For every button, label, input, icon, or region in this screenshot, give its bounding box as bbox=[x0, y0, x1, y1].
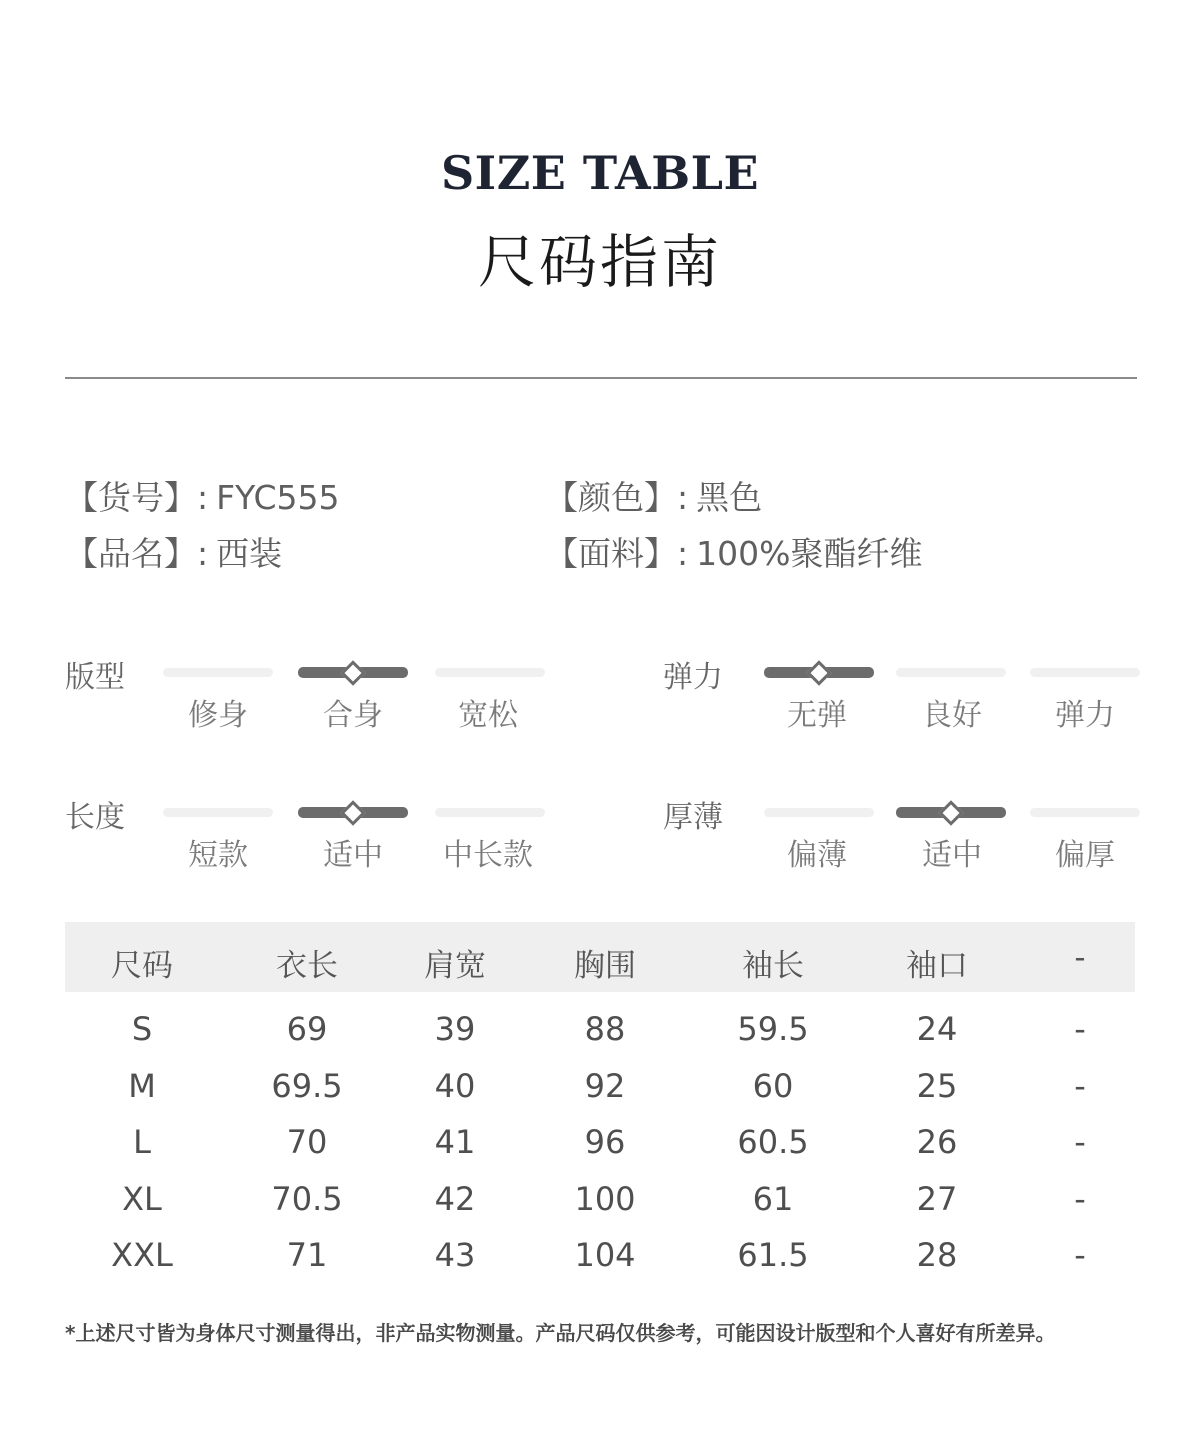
size-table-header-cell: 尺码 bbox=[111, 948, 173, 984]
metric-label: 厚薄 bbox=[663, 800, 723, 835]
size-table-cell: - bbox=[1074, 1010, 1086, 1048]
size-table-cell: - bbox=[1074, 1066, 1086, 1105]
size-table-cell: S bbox=[131, 1010, 153, 1048]
size-table-header-cell: - bbox=[1074, 940, 1086, 976]
size-table-cell: M bbox=[128, 1066, 156, 1105]
metric-option-label: 修身 bbox=[188, 698, 248, 733]
size-table-cell: 42 bbox=[434, 1179, 476, 1218]
info-item-no-key: 【货号】: bbox=[65, 478, 209, 517]
size-table-cell: 60.5 bbox=[737, 1123, 809, 1161]
size-table-cell: L bbox=[133, 1123, 151, 1161]
metric-indicator-selected bbox=[298, 807, 408, 818]
metric-label: 版型 bbox=[65, 660, 125, 695]
metric-indicator bbox=[896, 668, 1006, 677]
metric-option-label: 中长款 bbox=[443, 838, 533, 873]
info-fabric bbox=[545, 528, 922, 575]
size-table-header-cell: 袖长 bbox=[742, 948, 804, 984]
metric-indicator bbox=[1030, 668, 1140, 677]
metric-option-label: 宽松 bbox=[458, 698, 518, 733]
size-table-row bbox=[65, 1228, 1135, 1284]
info-fabric-key: 【面料】: bbox=[545, 534, 689, 573]
size-table-header-cell: 衣长 bbox=[276, 948, 338, 984]
size-table-cell: 69.5 bbox=[271, 1066, 343, 1105]
size-table-cell: 40 bbox=[434, 1066, 476, 1105]
title-zh: 尺码指南 bbox=[477, 228, 722, 296]
size-table-cell: 60 bbox=[752, 1066, 794, 1105]
info-name-key: 【品名】: bbox=[65, 534, 209, 573]
size-table-row bbox=[65, 1002, 1135, 1058]
metric-option-label: 偏薄 bbox=[787, 838, 847, 873]
info-name bbox=[65, 528, 282, 575]
size-table-cell: 69 bbox=[286, 1010, 328, 1048]
size-table-cell: 28 bbox=[916, 1236, 958, 1274]
size-table-header-cell: 肩宽 bbox=[424, 948, 486, 984]
size-table-cell: 100 bbox=[574, 1179, 636, 1218]
metric-option-label: 无弹 bbox=[787, 698, 847, 733]
info-color bbox=[545, 472, 762, 519]
size-table-row bbox=[65, 1059, 1135, 1115]
size-table-cell: 59.5 bbox=[737, 1010, 809, 1048]
size-table-cell: 71 bbox=[286, 1236, 328, 1274]
info-color-key: 【颜色】: bbox=[545, 478, 689, 517]
size-table-cell: XXL bbox=[111, 1236, 173, 1274]
size-table-cell: 27 bbox=[916, 1179, 958, 1218]
size-table-cell: 104 bbox=[574, 1236, 636, 1274]
metric-indicator bbox=[1030, 808, 1140, 817]
metric-option-label: 适中 bbox=[922, 838, 982, 873]
size-table-cell: 61.5 bbox=[737, 1236, 809, 1274]
size-table-cell: 43 bbox=[434, 1236, 476, 1274]
size-table-cell: 88 bbox=[584, 1010, 626, 1048]
size-table-cell: 41 bbox=[434, 1123, 476, 1161]
size-table-cell: 39 bbox=[434, 1010, 476, 1048]
metric-indicator bbox=[435, 668, 545, 677]
metric-option-label: 短款 bbox=[188, 838, 248, 873]
metric-indicator bbox=[435, 808, 545, 817]
info-item-no-value: FYC555 bbox=[216, 478, 340, 517]
metric-option-label: 良好 bbox=[922, 698, 982, 733]
size-table-cell: - bbox=[1074, 1236, 1086, 1274]
info-color-value: 黑色 bbox=[696, 478, 763, 517]
title-en: SIZE TABLE bbox=[440, 146, 760, 200]
metric-option-label: 弹力 bbox=[1055, 698, 1115, 733]
size-table-header-cell: 胸围 bbox=[574, 948, 636, 984]
metric-option-label: 适中 bbox=[323, 838, 383, 873]
info-name-value: 西装 bbox=[216, 534, 283, 573]
size-table-row bbox=[65, 1172, 1135, 1228]
size-note: *上述尺寸皆为身体尺寸测量得出，非产品实物测量。产品尺码仅供参考，可能因设计版型和个人喜好有所差异。 bbox=[65, 1321, 1056, 1345]
size-table-row bbox=[65, 1115, 1135, 1171]
divider bbox=[65, 377, 1137, 379]
size-table-cell: 61 bbox=[752, 1179, 794, 1218]
metric-option-label: 合身 bbox=[323, 698, 383, 733]
metric-label: 长度 bbox=[65, 800, 125, 835]
size-table-cell: 70 bbox=[286, 1123, 328, 1161]
size-table-cell: 92 bbox=[584, 1066, 626, 1105]
size-table-cell: - bbox=[1074, 1123, 1086, 1161]
size-table-header-cell: 袖口 bbox=[906, 948, 968, 984]
info-fabric-value: 100%聚酯纤维 bbox=[696, 534, 923, 573]
metric-indicator bbox=[163, 668, 273, 677]
metric-indicator-selected bbox=[298, 667, 408, 678]
metric-label: 弹力 bbox=[663, 660, 723, 695]
metric-indicator-selected bbox=[896, 807, 1006, 818]
size-table-cell: - bbox=[1074, 1179, 1086, 1218]
size-table-cell: XL bbox=[122, 1179, 162, 1218]
size-table-cell: 70.5 bbox=[271, 1179, 343, 1218]
size-table-cell: 25 bbox=[916, 1066, 958, 1105]
metric-indicator bbox=[163, 808, 273, 817]
info-item-no bbox=[65, 472, 340, 519]
metric-option-label: 偏厚 bbox=[1055, 838, 1115, 873]
metric-indicator-selected bbox=[764, 667, 874, 678]
size-table-header bbox=[65, 922, 1135, 992]
metric-indicator bbox=[764, 808, 874, 817]
size-table-cell: 26 bbox=[916, 1123, 958, 1161]
size-table-cell: 24 bbox=[916, 1010, 958, 1048]
size-table-cell: 96 bbox=[584, 1123, 626, 1161]
